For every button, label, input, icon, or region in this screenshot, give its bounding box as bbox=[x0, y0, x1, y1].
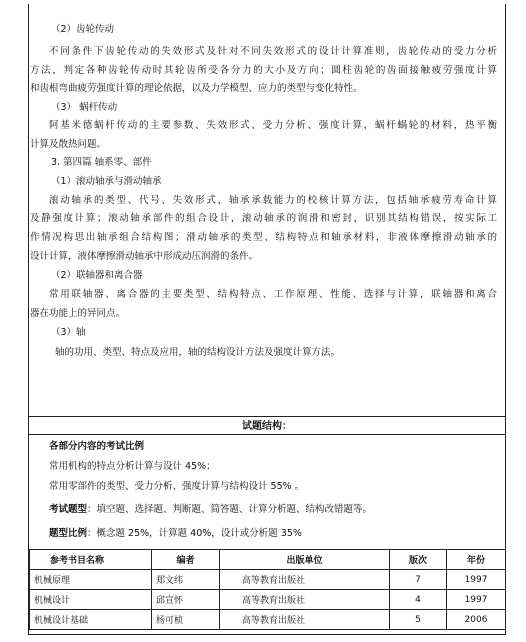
subheading-bearings: （1）滚动轴承与滑动轴承 bbox=[51, 176, 162, 187]
header-publisher: 出版单位 bbox=[220, 550, 390, 570]
question-types-line bbox=[49, 502, 372, 518]
table-row bbox=[30, 610, 506, 630]
question-types-value: ：填空题、选择题、判断题、简答题、计算分析题、结构改错题等。 bbox=[87, 504, 373, 515]
paragraph-line: 滚动轴承的类型、代号、失效形式，轴承承载能力的校核计算方法，包括轴承疲劳寿命计算 bbox=[49, 195, 497, 206]
book-title: 机械原理 bbox=[30, 570, 152, 590]
divider bbox=[29, 416, 505, 417]
book-title: 机械设计 bbox=[30, 590, 152, 610]
book-edition: 7 bbox=[390, 570, 447, 590]
syllabus-page bbox=[28, 4, 506, 635]
paragraph-line: 计算及散热问题。 bbox=[30, 139, 107, 150]
paragraph-line: 轴的功用、类型、特点及应用，轴的结构设计方法及强度计算方法。 bbox=[55, 347, 341, 358]
proportion-item: 常用零部件的类型、受力分析、强度计算与结构设计 55% 。 bbox=[49, 481, 305, 492]
subheading-shaft: （3）轴 bbox=[51, 327, 86, 338]
divider bbox=[29, 434, 505, 435]
proportion-item: 常用机构的特点分析计算与设计 45%； bbox=[49, 461, 216, 472]
book-editor: 郑文纬 bbox=[152, 570, 220, 590]
paragraph-line: 及静强度计算；滚动轴承部件的组合设计，滚动轴承的润滑和密封，识别其结构错误，按实际工 bbox=[30, 213, 497, 224]
exam-structure-title: 试题结构： bbox=[242, 421, 292, 432]
header-editor: 编者 bbox=[152, 550, 220, 570]
question-ratio-line bbox=[49, 526, 302, 542]
book-year: 1997 bbox=[447, 590, 506, 610]
subheading-couplings: （2）联轴器和离合器 bbox=[51, 270, 143, 281]
paragraph-line: 不同条件下齿轮传动的失效形式及针对不同失效形式的设计计算准则，齿轮传动的受力分析 bbox=[49, 46, 497, 57]
header-year: 年份 bbox=[447, 550, 506, 570]
paragraph-line: 设计计算，液体摩擦滑动轴承中形成动压润滑的条件。 bbox=[30, 251, 259, 262]
book-publisher: 高等教育出版社 bbox=[220, 610, 390, 630]
paragraph-line: 器在功能上的异同点。 bbox=[30, 308, 126, 319]
reference-books-section bbox=[29, 549, 505, 630]
paragraph-line: 作情况构思出轴承组合结构图；滑动轴承的类型、结构特点和轴承材料，非液体摩擦滑动轴承的 bbox=[30, 232, 497, 243]
book-edition: 4 bbox=[390, 590, 447, 610]
section-heading-shaft-parts: 3. 第四篇 轴系零、部件 bbox=[51, 157, 152, 168]
paragraph-line: 常用联轴器、离合器的主要类型、结构特点、工作原理、性能、选择与计算，联轴器和离合 bbox=[49, 289, 497, 300]
question-types-label: 考试题型 bbox=[49, 504, 88, 515]
course-content-section bbox=[29, 4, 505, 418]
book-edition: 5 bbox=[390, 610, 447, 630]
book-title: 机械设计基础 bbox=[30, 610, 152, 630]
subheading-worm-drive: （3） 蜗杆传动 bbox=[51, 102, 118, 113]
subheading-gear-drive: （2）齿轮传动 bbox=[51, 24, 115, 35]
paragraph-line: 方法，判定各种齿轮传动时其轮齿所受各分力的大小及方向；圆柱齿轮的齿面接触疲劳强度计算 bbox=[30, 65, 497, 76]
header-book-title: 参考书目名称 bbox=[30, 550, 152, 570]
question-ratio-value: ：概念题 25%，计算题 40%，设计或分析题 35% bbox=[87, 528, 302, 539]
table-row bbox=[30, 570, 506, 590]
book-editor: 邱宣怀 bbox=[152, 590, 220, 610]
table-row bbox=[30, 590, 506, 610]
exam-structure-section bbox=[29, 436, 505, 549]
book-editor: 杨可桢 bbox=[152, 610, 220, 630]
table-header-row bbox=[30, 550, 506, 570]
header-edition: 版次 bbox=[390, 550, 447, 570]
paragraph-line: 阿基米德蜗杆传动的主要参数、失效形式、受力分析、强度计算，蜗杆蜗轮的材料，热平衡 bbox=[49, 120, 497, 131]
book-publisher: 高等教育出版社 bbox=[220, 570, 390, 590]
proportion-heading: 各部分内容的考试比例 bbox=[49, 441, 145, 452]
reference-books-table bbox=[29, 549, 506, 630]
book-publisher: 高等教育出版社 bbox=[220, 590, 390, 610]
paragraph-line: 和齿根弯曲疲劳强度计算的理论依据，以及力学模型、应力的类型与变化特性。 bbox=[30, 83, 363, 94]
question-ratio-label: 题型比例 bbox=[49, 528, 88, 539]
book-year: 2006 bbox=[447, 610, 506, 630]
book-year: 1997 bbox=[447, 570, 506, 590]
